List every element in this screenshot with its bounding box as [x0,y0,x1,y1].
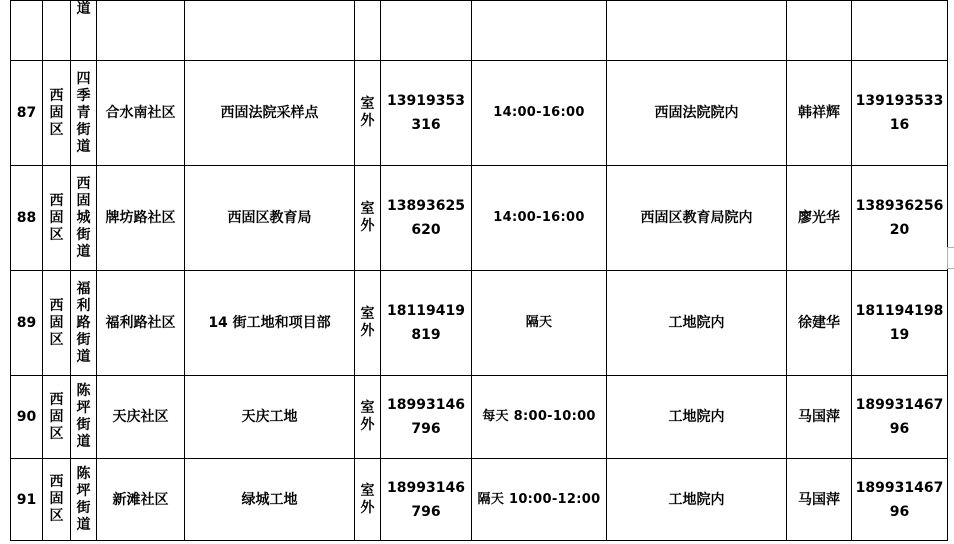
contact-cell: 廖光华 [787,166,852,271]
location-cell: 工地院内 [607,271,787,376]
district-cell: 西固区 [43,459,71,541]
contact-phone-cell: 13893625620 [852,166,948,271]
community-cell: 合水南社区 [97,61,185,166]
time-cell: 隔天 10:00-12:00 [472,459,607,541]
street-cell: 陈坪街道 [71,459,97,541]
district-cell [43,1,71,61]
community-cell [97,1,185,61]
table-row [11,271,948,376]
contact-phone-cell: 18993146796 [852,376,948,459]
page-edge-marker [947,247,954,269]
contact-phone-cell: 13919353316 [852,61,948,166]
street-cell: 福利路街道 [71,271,97,376]
contact-cell: 马国萍 [787,376,852,459]
time-cell: 14:00-16:00 [472,166,607,271]
time-cell: 每天 8:00-10:00 [472,376,607,459]
district-cell: 西固区 [43,271,71,376]
community-cell: 新滩社区 [97,459,185,541]
location-cell: 工地院内 [607,459,787,541]
street-cell: 陈坪街道 [71,376,97,459]
table-row [11,459,948,541]
site-cell [185,1,355,61]
contact-phone-cell: 18993146796 [852,459,948,541]
contact-cell: 马国萍 [787,459,852,541]
place-cell: 室外 [355,61,381,166]
contact-cell: 徐建华 [787,271,852,376]
location-cell: 工地院内 [607,376,787,459]
community-cell: 福利路社区 [97,271,185,376]
place-cell: 室外 [355,166,381,271]
row-number: 90 [11,376,43,459]
time-cell [472,1,607,61]
row-number: 89 [11,271,43,376]
site-cell: 绿城工地 [185,459,355,541]
row-number: 91 [11,459,43,541]
phone-cell: 18993146796 [381,376,472,459]
place-cell [355,1,381,61]
table-row [11,61,948,166]
time-cell: 隔天 [472,271,607,376]
table-row [11,1,948,61]
location-cell: 西固区教育局院内 [607,166,787,271]
contact-cell [787,1,852,61]
phone-cell: 18119419819 [381,271,472,376]
street-cell: 道 [71,1,97,61]
location-cell: 西固法院院内 [607,61,787,166]
phone-cell: 18993146796 [381,459,472,541]
phone-cell: 13919353316 [381,61,472,166]
district-cell: 西固区 [43,166,71,271]
table-row [11,376,948,459]
contact-cell: 韩祥辉 [787,61,852,166]
phone-cell: 13893625620 [381,166,472,271]
sampling-sites-table [10,0,948,541]
contact-phone-cell [852,1,948,61]
community-cell: 牌坊路社区 [97,166,185,271]
place-cell: 室外 [355,376,381,459]
table-body [11,1,948,541]
place-cell: 室外 [355,271,381,376]
row-number: 87 [11,61,43,166]
district-cell: 西固区 [43,61,71,166]
row-number [11,1,43,61]
site-cell: 西固区教育局 [185,166,355,271]
site-cell: 14 街工地和项目部 [185,271,355,376]
contact-phone-cell: 18119419819 [852,271,948,376]
phone-cell [381,1,472,61]
street-cell: 四季青街道 [71,61,97,166]
row-number: 88 [11,166,43,271]
street-cell: 西固城街道 [71,166,97,271]
place-cell: 室外 [355,459,381,541]
site-cell: 天庆工地 [185,376,355,459]
location-cell [607,1,787,61]
district-cell: 西固区 [43,376,71,459]
time-cell: 14:00-16:00 [472,61,607,166]
community-cell: 天庆社区 [97,376,185,459]
site-cell: 西固法院采样点 [185,61,355,166]
table-row [11,166,948,271]
